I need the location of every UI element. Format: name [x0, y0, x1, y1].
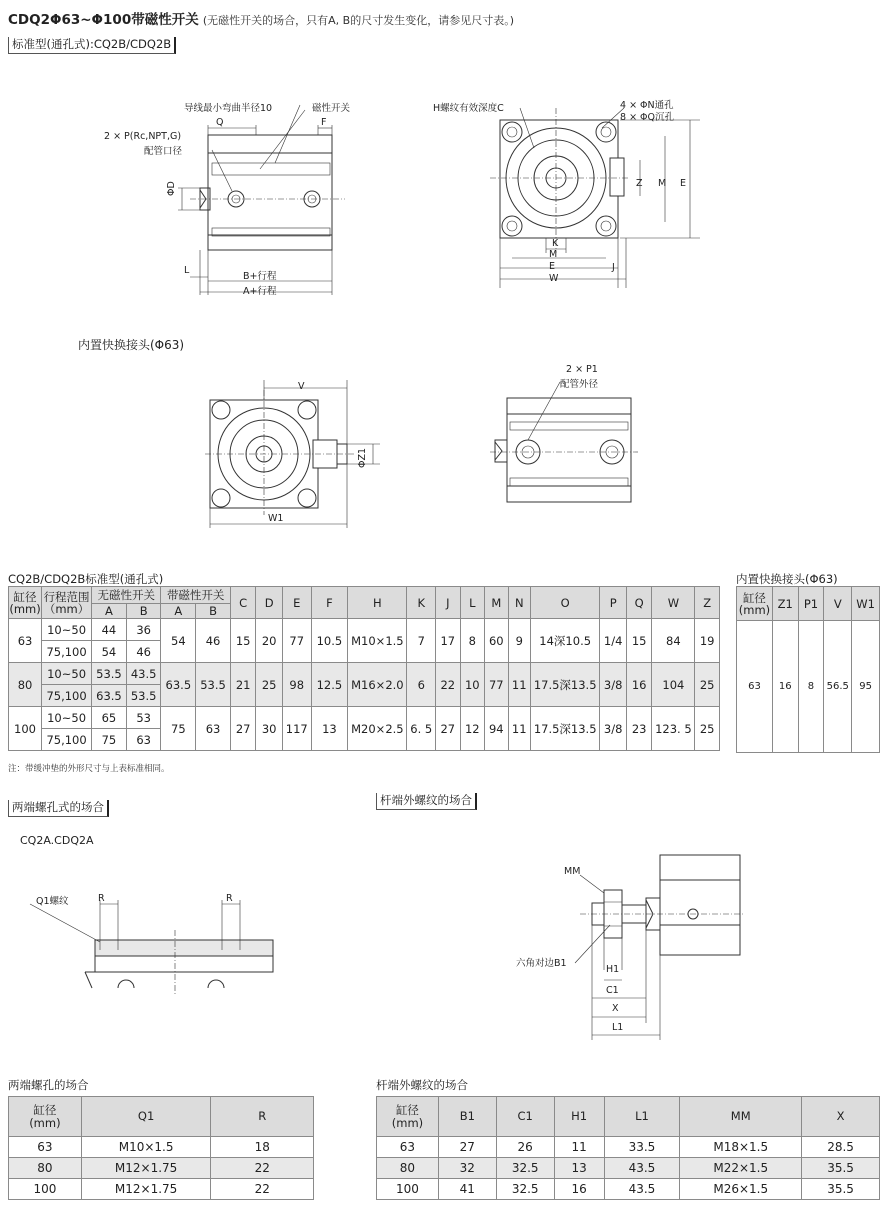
th-q-bore: 缸径 (mm): [737, 587, 773, 621]
dim-e-bottom: E: [549, 261, 556, 272]
cell: 75: [92, 729, 127, 751]
table-row: [9, 707, 720, 729]
mm-label: MM: [564, 866, 581, 877]
cell: M18×1.5: [680, 1137, 802, 1158]
bore-cell: 63: [9, 619, 42, 663]
cell: 10.5: [311, 619, 348, 663]
stroke-cell: 10~50: [42, 619, 92, 641]
cell: 43.5: [126, 663, 161, 685]
dim-w1: W1: [268, 513, 284, 524]
cell: 63: [9, 1137, 82, 1158]
table-rod-caption: 杆端外螺纹的场合: [376, 1078, 468, 1092]
th-h1: H1: [554, 1097, 604, 1137]
cell: 53.5: [196, 663, 231, 707]
cell: 63: [196, 707, 231, 751]
cell: 43.5: [604, 1158, 680, 1179]
cell: 44: [92, 619, 127, 641]
dim-z: Z: [636, 178, 643, 189]
cell: 25: [256, 663, 283, 707]
dim-m-side: M: [658, 178, 667, 189]
dim-v: V: [298, 381, 305, 392]
page-title: [8, 8, 514, 28]
cell: 25: [695, 707, 720, 751]
cell: 8: [798, 621, 824, 753]
bore-cell: 80: [9, 663, 42, 707]
dim-r-left: R: [98, 893, 105, 904]
cell: 63: [377, 1137, 439, 1158]
th-r: R: [211, 1097, 314, 1137]
cell: 94: [485, 707, 508, 751]
table-q: [8, 1096, 314, 1200]
stroke-cell: 75,100: [42, 685, 92, 707]
cell: 27: [438, 1137, 496, 1158]
cell: 95: [852, 621, 880, 753]
table-rod: [376, 1096, 880, 1200]
dim-j: J: [612, 262, 615, 273]
cell: 80: [377, 1158, 439, 1179]
dim-b: B+行程: [243, 271, 277, 282]
cell: 54: [92, 641, 127, 663]
title-main: CDQ2Φ63~Φ100带磁性开关: [8, 12, 199, 28]
bore-cell: 100: [9, 707, 42, 751]
th-c1: C1: [496, 1097, 554, 1137]
cell: 27: [230, 707, 256, 751]
dim-c1: C1: [606, 985, 619, 996]
dim-q: Q: [216, 117, 224, 128]
th-nomag-b: B: [126, 604, 161, 619]
cell: 54: [161, 619, 196, 663]
cell: 77: [485, 663, 508, 707]
dim-x: X: [612, 1003, 619, 1014]
cell: 43.5: [604, 1179, 680, 1200]
cell: 98: [282, 663, 311, 707]
cell: 46: [126, 641, 161, 663]
cell: 123. 5: [652, 707, 695, 751]
th-v: V: [824, 587, 852, 621]
th-mm: MM: [680, 1097, 802, 1137]
section-tapped-label: 两端螺孔式的场合: [8, 800, 109, 817]
cell: 17: [436, 619, 461, 663]
cell: 33.5: [604, 1137, 680, 1158]
cell: 53: [126, 707, 161, 729]
table-row: [377, 1179, 880, 1200]
cell: 17.5深13.5: [530, 663, 599, 707]
cell: 20: [256, 619, 283, 663]
cell: 15: [626, 619, 652, 663]
q-counterbore-label: 8 × ΦQ沉孔: [620, 112, 674, 123]
h-thread-label: H螺纹有效深度C: [433, 103, 504, 114]
th-mag-a: A: [161, 604, 196, 619]
cell: 6: [407, 663, 436, 707]
p1-label: 2 × P1: [566, 364, 598, 375]
cell: 16: [554, 1179, 604, 1200]
front-view-drawing: [490, 108, 700, 298]
cell: 10: [460, 663, 485, 707]
th-d: D: [256, 587, 283, 619]
cell: 27: [436, 707, 461, 751]
cell: 15: [230, 619, 256, 663]
dim-e-side: E: [680, 178, 687, 189]
section-standard-label: 标准型(通孔式):CQ2B/CDQ2B: [8, 37, 176, 54]
table-row: [9, 619, 720, 641]
th-w: W: [652, 587, 695, 619]
th-c: C: [230, 587, 256, 619]
cell: 117: [282, 707, 311, 751]
cell: 12: [460, 707, 485, 751]
cell: 3/8: [600, 707, 627, 751]
cell: 35.5: [802, 1158, 880, 1179]
table-q-caption: 两端螺孔的场合: [8, 1078, 89, 1092]
dim-d: ΦD: [166, 181, 177, 196]
cell: 80: [9, 1158, 82, 1179]
table-row: [737, 621, 880, 753]
cell: 60: [485, 619, 508, 663]
th-z: Z: [695, 587, 720, 619]
th-m: M: [485, 587, 508, 619]
th-x: X: [802, 1097, 880, 1137]
cell: 11: [508, 663, 530, 707]
cell: 36: [126, 619, 161, 641]
q1-thread-label: Q1螺纹: [36, 896, 69, 907]
th-e: E: [282, 587, 311, 619]
table-row: [377, 1158, 880, 1179]
th-b1: B1: [438, 1097, 496, 1137]
cell: 63: [126, 729, 161, 751]
spec-table-caption: CQ2B/CDQ2B标准型(通孔式): [8, 572, 164, 586]
cell: 100: [377, 1179, 439, 1200]
th-w1: W1: [852, 587, 880, 621]
cell: M26×1.5: [680, 1179, 802, 1200]
cell: 46: [196, 619, 231, 663]
quick-table: [736, 586, 880, 753]
stroke-cell: 75,100: [42, 641, 92, 663]
table-row: [377, 1137, 880, 1158]
cell: 17.5深13.5: [530, 707, 599, 751]
cell: 18: [211, 1137, 314, 1158]
th-stroke: 行程范围 （mm）: [42, 587, 92, 619]
cell: 6. 5: [407, 707, 436, 751]
model-label: CQ2A.CDQ2A: [20, 834, 94, 847]
cell: 28.5: [802, 1137, 880, 1158]
table-row: [9, 1179, 314, 1200]
section-rod-label: 杆端外螺纹的场合: [376, 793, 477, 810]
dim-z1: ΦZ1: [357, 447, 368, 468]
cell: 26: [496, 1137, 554, 1158]
dim-k: K: [552, 238, 559, 249]
cell: M12×1.75: [81, 1158, 211, 1179]
cell: M10×1.5: [348, 619, 407, 663]
cell: 77: [282, 619, 311, 663]
th-bore: 缸径 (mm): [9, 587, 42, 619]
cell: 56.5: [824, 621, 852, 753]
th-f: F: [311, 587, 348, 619]
cell: 21: [230, 663, 256, 707]
th-bore: 缸径 (mm): [377, 1097, 439, 1137]
th-o: O: [530, 587, 599, 619]
th-nomag-a: A: [92, 604, 127, 619]
table-row: [9, 663, 720, 685]
cell: 65: [92, 707, 127, 729]
cell: 3/8: [600, 663, 627, 707]
stroke-cell: 75,100: [42, 729, 92, 751]
th-p1: P1: [798, 587, 824, 621]
table-row: [9, 1158, 314, 1179]
cell: 12.5: [311, 663, 348, 707]
th-nomag: 无磁性开关: [92, 587, 161, 604]
cell: 23: [626, 707, 652, 751]
cell: 16: [772, 621, 798, 753]
cell: 41: [438, 1179, 496, 1200]
switch-label: 磁性开关: [312, 103, 351, 114]
cell: 32: [438, 1158, 496, 1179]
cell: 11: [508, 707, 530, 751]
cell: 63: [737, 621, 773, 753]
quick-side-drawing: [490, 390, 640, 505]
title-note: (无磁性开关的场合，只有A, B的尺寸发生变化，请参见尺寸表。): [202, 14, 515, 27]
cell: M16×2.0: [348, 663, 407, 707]
cell: 63.5: [161, 663, 196, 707]
dim-w: W: [549, 273, 559, 284]
dim-r-right: R: [226, 893, 233, 904]
cell: M10×1.5: [81, 1137, 211, 1158]
quick-section-title: 内置快换接头(Φ63): [78, 338, 185, 352]
cell: 16: [626, 663, 652, 707]
quick-table-caption: 内置快换接头(Φ63): [736, 572, 838, 586]
cell: 19: [695, 619, 720, 663]
dim-m-bottom: M: [549, 249, 558, 260]
wire-bend-label: 导线最小弯曲半径10: [184, 103, 273, 114]
th-mag-b: B: [196, 604, 231, 619]
p1-label-2: 配管外径: [560, 379, 599, 390]
cell: 32.5: [496, 1158, 554, 1179]
cell: 30: [256, 707, 283, 751]
port-label-2: 配管口径: [144, 146, 183, 157]
dim-l1: L1: [612, 1022, 624, 1033]
th-q1: Q1: [81, 1097, 211, 1137]
th-n: N: [508, 587, 530, 619]
cell: 32.5: [496, 1179, 554, 1200]
cell: 100: [9, 1179, 82, 1200]
th-z1: Z1: [772, 587, 798, 621]
th-l: L: [460, 587, 485, 619]
th-k: K: [407, 587, 436, 619]
hex-b1-label: 六角对边B1: [516, 958, 567, 969]
cell: 22: [211, 1179, 314, 1200]
cell: 1/4: [600, 619, 627, 663]
dim-l: L: [184, 265, 190, 276]
cell: 13: [554, 1158, 604, 1179]
th-l1: L1: [604, 1097, 680, 1137]
spec-table: [8, 586, 720, 751]
th-p: P: [600, 587, 627, 619]
cell: 84: [652, 619, 695, 663]
th-bore: 缸径 (mm): [9, 1097, 82, 1137]
th-mag: 带磁性开关: [161, 587, 230, 604]
cell: M20×2.5: [348, 707, 407, 751]
cell: 9: [508, 619, 530, 663]
cell: 22: [211, 1158, 314, 1179]
cell: 35.5: [802, 1179, 880, 1200]
th-h: H: [348, 587, 407, 619]
dim-h1: H1: [606, 964, 620, 975]
n-hole-label: 4 × ΦN通孔: [620, 100, 674, 111]
cell: 75: [161, 707, 196, 751]
stroke-cell: 10~50: [42, 707, 92, 729]
cell: 8: [460, 619, 485, 663]
cell: M22×1.5: [680, 1158, 802, 1179]
dim-a: A+行程: [243, 286, 277, 297]
port-label: 2 × P(Rc,NPT,G): [104, 131, 182, 142]
cell: 53.5: [126, 685, 161, 707]
cell: M12×1.75: [81, 1179, 211, 1200]
cell: 13: [311, 707, 348, 751]
stroke-cell: 10~50: [42, 663, 92, 685]
rod-end-drawing: [580, 855, 750, 1045]
cell: 22: [436, 663, 461, 707]
cell: 104: [652, 663, 695, 707]
cell: 11: [554, 1137, 604, 1158]
cell: 53.5: [92, 663, 127, 685]
cell: 25: [695, 663, 720, 707]
cell: 7: [407, 619, 436, 663]
cell: 63.5: [92, 685, 127, 707]
dim-f: F: [321, 117, 327, 128]
spec-table-note: 注：带缓冲垫的外形尺寸与上表标准相同。: [8, 764, 170, 774]
cell: 14深10.5: [530, 619, 599, 663]
table-row: [9, 1137, 314, 1158]
th-j: J: [436, 587, 461, 619]
th-q: Q: [626, 587, 652, 619]
